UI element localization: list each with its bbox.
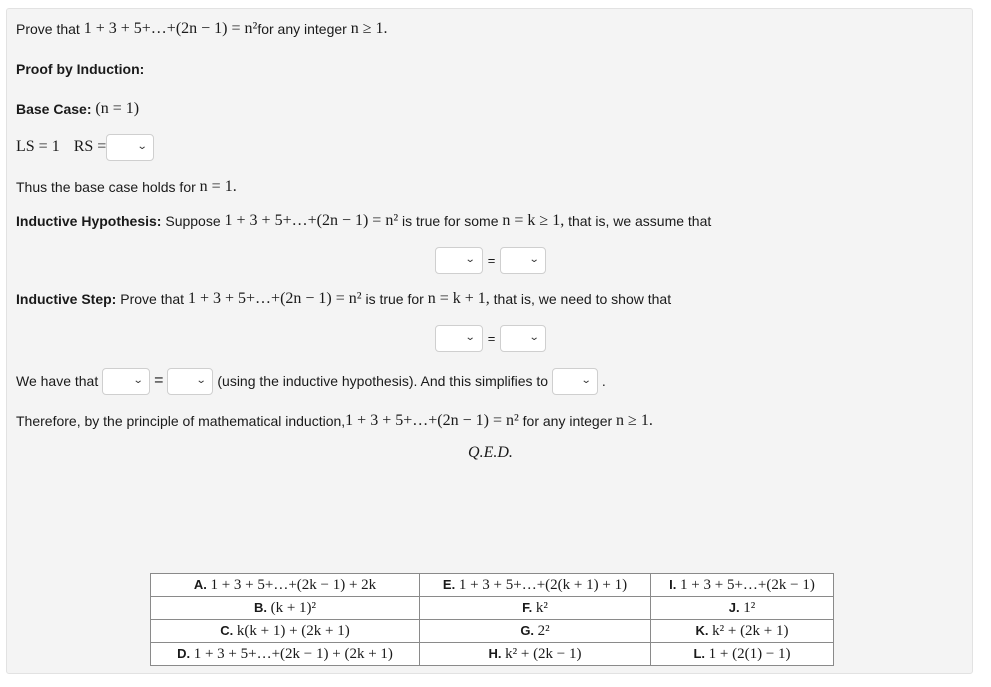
choice-a: A. 1 + 3 + 5+…+(2k − 1) + 2k xyxy=(151,574,420,597)
chevron-down-icon: ⌄ xyxy=(528,332,540,343)
hypothesis-label: Inductive Hypothesis: xyxy=(16,213,162,229)
hypothesis-equation: ⌄ = ⌄ xyxy=(7,245,974,275)
step-right-dropdown[interactable] xyxy=(500,325,546,352)
choice-l: L. 1 + (2(1) − 1) xyxy=(651,643,834,666)
choice-j: J. 1² xyxy=(651,597,834,620)
chevron-down-icon: ⌄ xyxy=(580,375,592,386)
chevron-down-icon: ⌄ xyxy=(132,375,144,386)
table-row xyxy=(151,643,834,666)
chevron-down-icon: ⌄ xyxy=(465,254,476,265)
hypothesis-right-dropdown[interactable] xyxy=(500,247,546,274)
chevron-down-icon: ⌄ xyxy=(136,141,148,152)
inductive-hypothesis: Inductive Hypothesis: Suppose 1 + 3 + 5+…+(2n − 1) = n² is true for some n = k ≥ 1, that is, we assume that xyxy=(16,212,712,229)
ls-expression: LS = 1 xyxy=(16,138,60,155)
choice-b: B. (k + 1)² xyxy=(151,597,420,620)
base-case-holds: Thus the base case holds for n = 1. xyxy=(16,178,237,195)
qed: Q.E.D. xyxy=(468,444,513,461)
base-case-equation xyxy=(16,133,154,161)
table-row xyxy=(151,574,834,597)
choice-f: F. k² xyxy=(420,597,651,620)
we-have-dropdown-2[interactable] xyxy=(167,368,213,395)
prove-prefix: Prove that xyxy=(16,21,80,37)
step-label: Inductive Step: xyxy=(16,291,117,307)
statement-math: 1 + 3 + 5+…+(2n − 1) = n² xyxy=(83,20,258,37)
for-any-integer: for any integer xyxy=(257,21,347,37)
problem-statement xyxy=(16,17,387,41)
choice-i: I. 1 + 3 + 5+…+(2k − 1) xyxy=(651,574,834,597)
choice-c: C. k(k + 1) + (2k + 1) xyxy=(151,620,420,643)
we-have-dropdown-1[interactable] xyxy=(102,368,150,395)
step-left-dropdown[interactable] xyxy=(435,325,483,352)
base-case-label: Base Case: xyxy=(16,101,92,117)
inductive-step: Inductive Step: Prove that 1 + 3 + 5+…+(2n − 1) = n² is true for n = k + 1, that is, we need to show that xyxy=(16,290,672,307)
chevron-down-icon: ⌄ xyxy=(195,375,207,386)
we-have-that: We have that ⌄ = ⌄ (using the inductive hypothesis). And this simplifies to ⌄ . xyxy=(16,367,606,395)
choice-e: E. 1 + 3 + 5+…+(2(k + 1) + 1) xyxy=(420,574,651,597)
proof-title: Proof by Induction: xyxy=(16,61,145,77)
conclusion: Therefore, by the principle of mathematical induction, 1 + 3 + 5+…+(2n − 1) = n² for any integer n ≥ 1. xyxy=(16,412,653,429)
n-ge-1: n ≥ 1. xyxy=(350,20,388,37)
rs-dropdown[interactable] xyxy=(106,134,154,161)
choice-g: G. 2² xyxy=(420,620,651,643)
hypothesis-left-dropdown[interactable] xyxy=(435,247,483,274)
qed-row xyxy=(7,440,974,466)
table-row xyxy=(151,597,834,620)
chevron-down-icon: ⌄ xyxy=(465,332,476,343)
question-panel xyxy=(6,8,973,674)
choice-k: K. k² + (2k + 1) xyxy=(651,620,834,643)
base-case-heading xyxy=(16,97,139,121)
choice-d: D. 1 + 3 + 5+…+(2k − 1) + (2k + 1) xyxy=(151,643,420,666)
choice-h: H. k² + (2k − 1) xyxy=(420,643,651,666)
rs-expression: RS = xyxy=(73,138,107,155)
base-case-condition: (n = 1) xyxy=(95,100,140,117)
answer-choices-table xyxy=(150,573,834,666)
chevron-down-icon: ⌄ xyxy=(528,254,540,265)
step-equation: ⌄ = ⌄ xyxy=(7,323,974,353)
simplifies-to-dropdown[interactable] xyxy=(552,368,598,395)
table-row xyxy=(151,620,834,643)
